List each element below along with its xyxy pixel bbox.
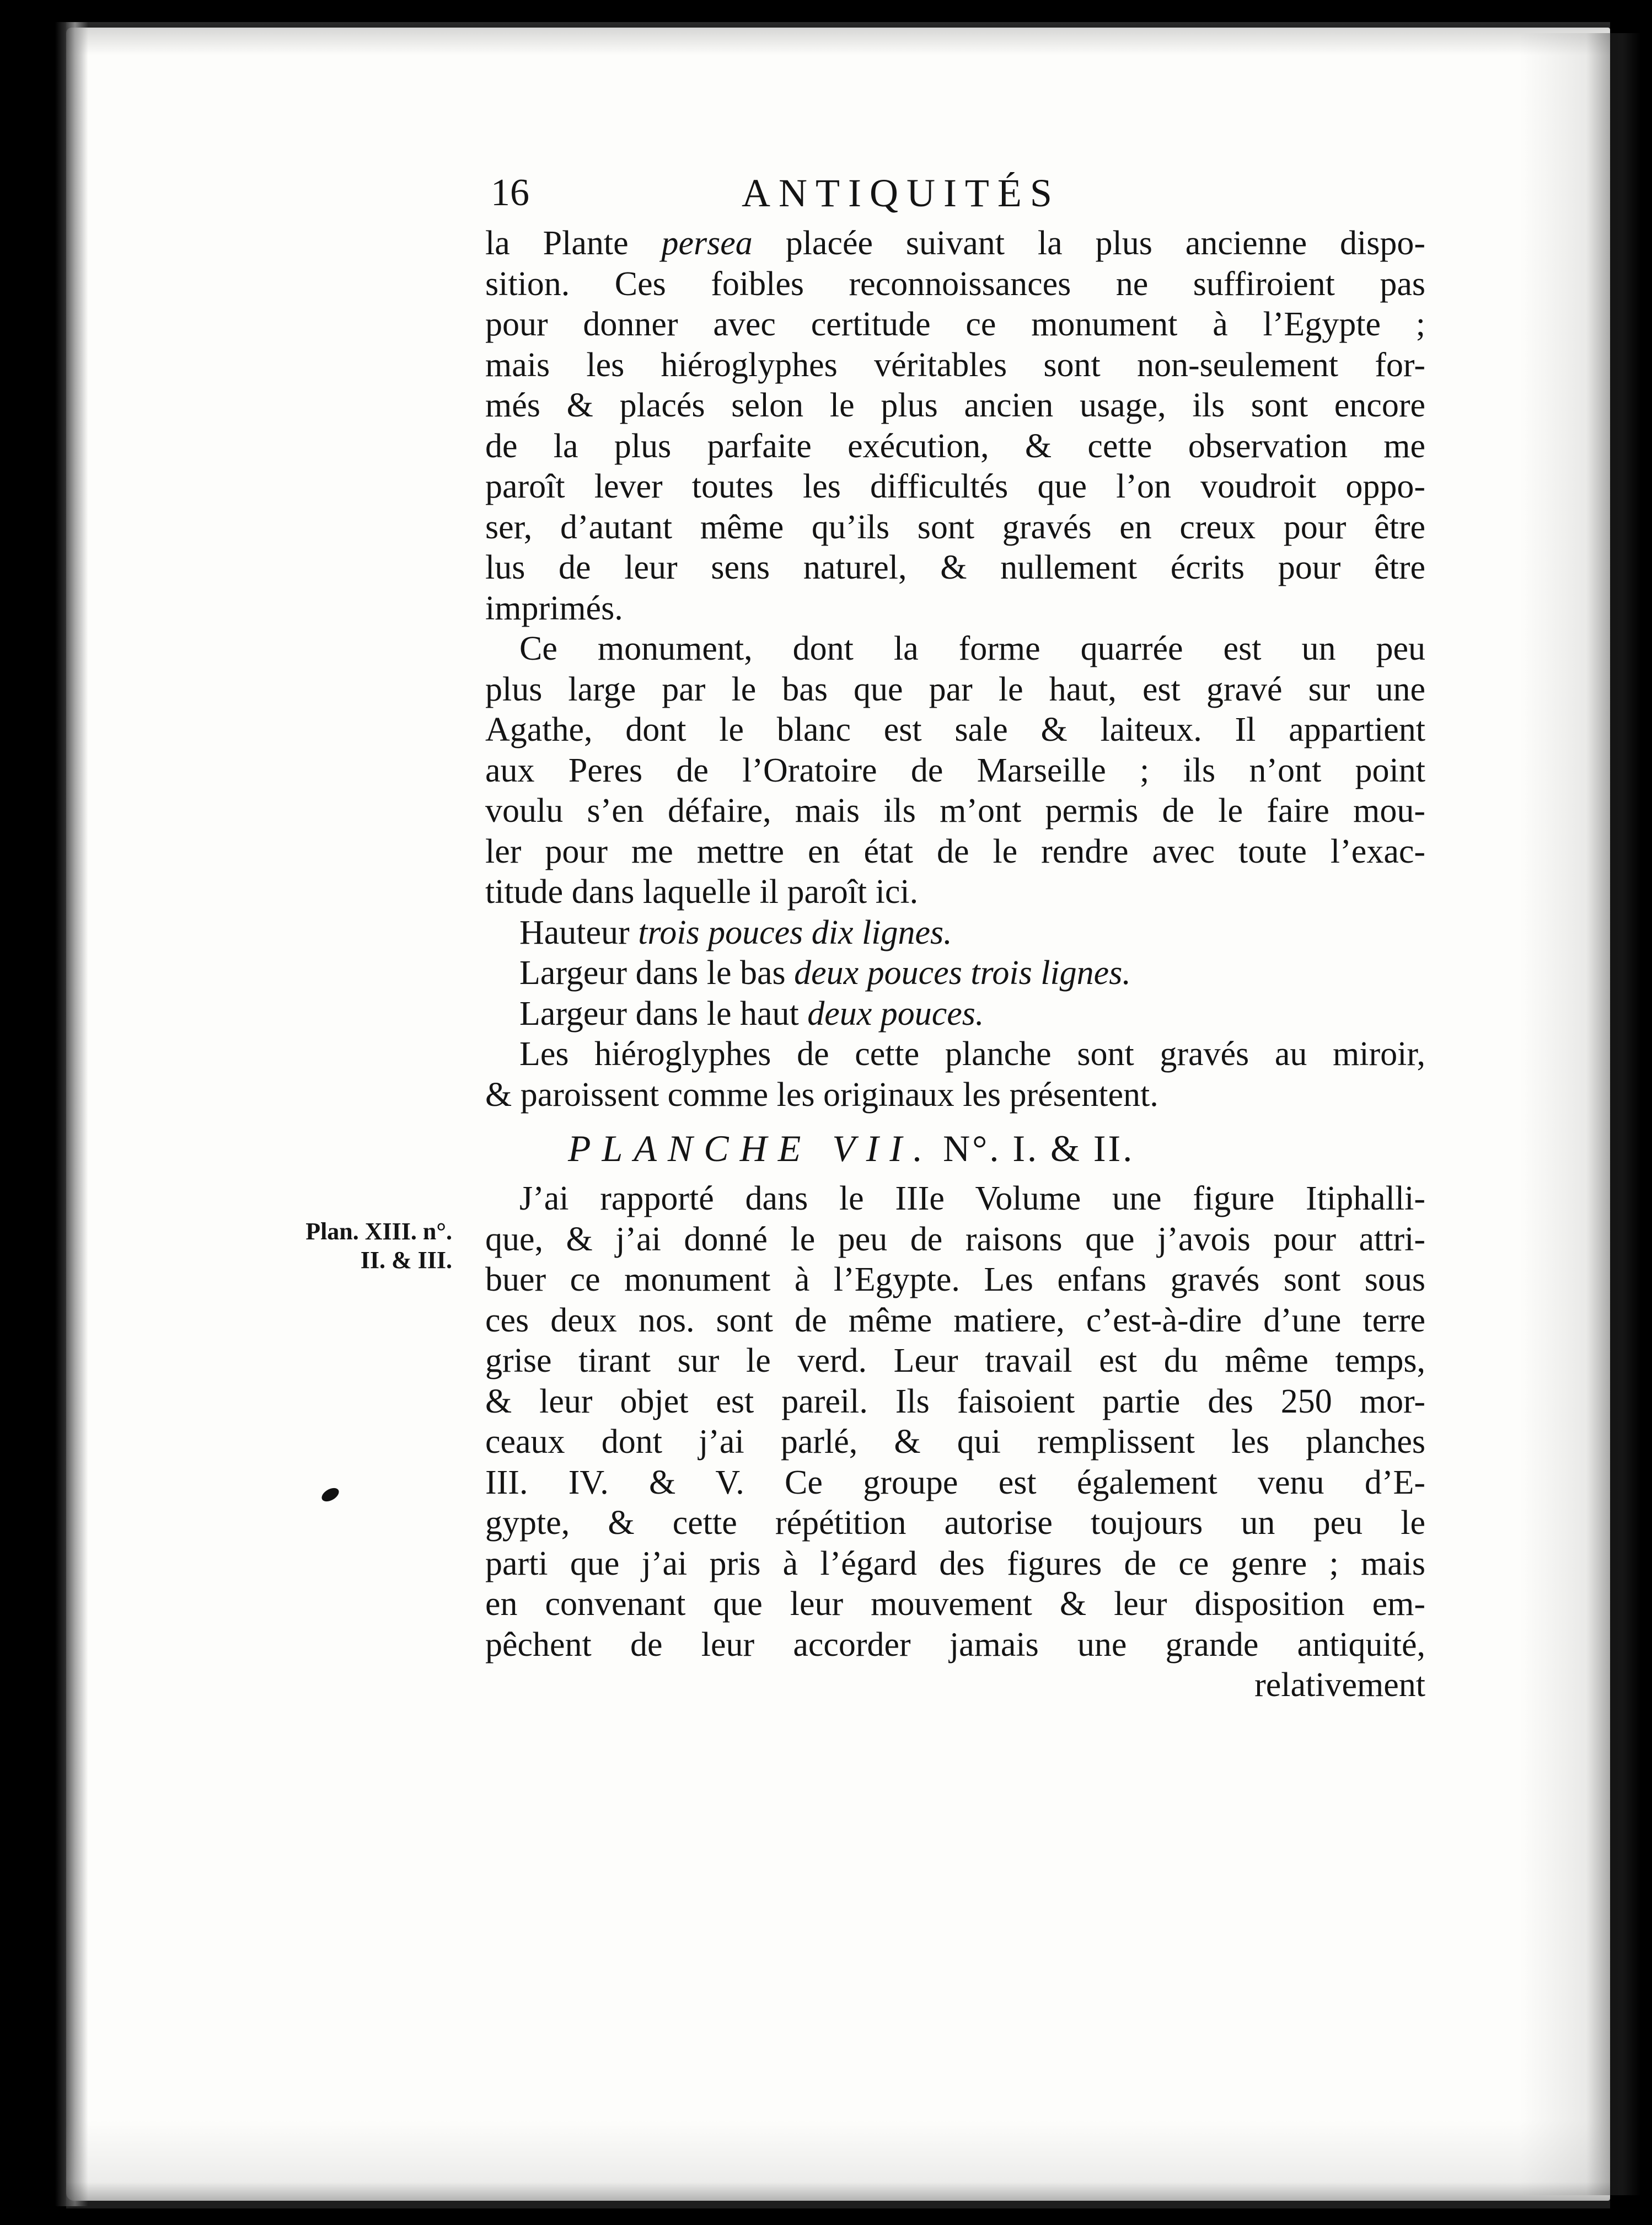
paragraph-1 xyxy=(485,223,1425,629)
plate-numbers: N°. I. & II. xyxy=(943,1127,1135,1169)
dimension-label: Hauteur xyxy=(519,913,630,951)
paragraph-line: ser, d’autant même qu’ils sont gravés en creux pour être xyxy=(485,508,1425,546)
paragraph-line xyxy=(485,223,1425,264)
paragraph-line: Agathe, dont le blanc est sale & laiteux. Il appartient xyxy=(485,711,1425,748)
paper-left-edge xyxy=(55,22,88,2206)
catchword: relativement xyxy=(1254,1666,1425,1704)
page-number: 16 xyxy=(491,172,529,214)
paragraph-line: sition. Ces foibles reconnoissances ne suffiroient pas xyxy=(485,265,1425,303)
dimension-value: deux pouces trois lignes. xyxy=(794,954,1131,992)
paragraph-2 xyxy=(485,629,1425,913)
paragraph-line: ces deux nos. sont de même matiere, c’est-à-dire d’une terre xyxy=(485,1301,1425,1339)
paragraph-line: pour donner avec certitude ce monument à l’Egypte ; xyxy=(485,306,1425,343)
paragraph-line: lus de leur sens naturel, & nullement écrits pour être xyxy=(485,549,1425,586)
paragraph-line: & leur objet est pareil. Ils faisoient partie des 250 mor- xyxy=(485,1382,1425,1420)
paper-bottom-shadow xyxy=(66,2120,1610,2208)
paragraph-line: grise tirant sur le verd. Leur travail est du même temps, xyxy=(485,1342,1425,1379)
plate-heading xyxy=(485,1118,1425,1179)
paragraph-line: voulu s’en défaire, mais ils m’ont permis de le faire mou- xyxy=(485,792,1425,830)
dimension-value: deux pouces. xyxy=(807,994,984,1033)
paragraph-line: més & placés selon le plus ancien usage, ils sont encore xyxy=(485,387,1425,424)
paragraph-line: titude dans laquelle il paroît ici. xyxy=(485,873,919,911)
paragraph-line: parti que j’ai pris à l’égard des figures de ce genre ; mais xyxy=(485,1544,1425,1582)
paragraph-line: ceaux dont j’ai parlé, & qui remplissent les planches xyxy=(485,1423,1425,1461)
paper-top-shadow xyxy=(66,22,1610,55)
paragraph-line: Ce monument, dont la forme quarrée est un peu xyxy=(519,630,1425,667)
paragraph-line: paroît lever toutes les difficultés que l’on voudroit oppo- xyxy=(485,468,1425,505)
paragraph-line: que, & j’ai donné le peu de raisons que j’avois pour attri- xyxy=(485,1220,1425,1258)
text-segment: placée suivant la plus ancienne dispo- xyxy=(752,224,1425,262)
italic-word: persea xyxy=(661,224,753,262)
paragraph-line: ler pour me mettre en état de le rendre avec toute l’exac- xyxy=(485,832,1425,870)
paragraph-line: imprimés. xyxy=(485,589,623,627)
dimension-line xyxy=(485,953,1425,994)
paragraph-line: mais les hiéroglyphes véritables sont non-seulement for- xyxy=(485,346,1425,384)
dimension-label: Largeur dans le bas xyxy=(519,954,786,992)
margin-note-line-1: Plan. XIII. n°. xyxy=(305,1218,452,1245)
text-segment: la Plante xyxy=(485,224,662,262)
paragraph-line: pêchent de leur accorder jamais une grande antiquité, xyxy=(485,1625,1425,1664)
paragraph-line: gypte, & cette répétition autorise toujours un peu le xyxy=(485,1504,1425,1542)
margin-note-line-2: II. & III. xyxy=(360,1247,452,1274)
paragraph-line: J’ai rapporté dans le IIIe Volume une figure Itiphalli- xyxy=(519,1180,1425,1217)
paragraph-line: buer ce monument à l’Egypte. Les enfans gravés sont sous xyxy=(485,1261,1425,1298)
paragraph-line: III. IV. & V. Ce groupe est également venu d’E- xyxy=(485,1463,1425,1501)
paragraph-line: & paroissent comme les originaux les présentent. xyxy=(485,1076,1158,1114)
paragraph-line: de la plus parfaite exécution, & cette observation me xyxy=(485,427,1425,465)
paragraph-line: en convenant que leur mouvement & leur disposition em- xyxy=(485,1585,1425,1623)
margin-note xyxy=(243,1217,452,1275)
paragraph-3 xyxy=(485,1179,1425,1706)
paragraph-line: plus large par le bas que par le haut, est gravé sur une xyxy=(485,670,1425,708)
dimension-label: Largeur dans le haut xyxy=(519,994,799,1033)
dimension-value: trois pouces dix lignes. xyxy=(638,913,952,951)
dimensions-list xyxy=(485,913,1425,1035)
running-title: ANTIQUITÉS xyxy=(742,171,1060,215)
dimension-line xyxy=(485,913,1425,954)
paragraph-line: Les hiéroglyphes de cette planche sont gravés au miroir, xyxy=(519,1035,1425,1073)
plate-title: PLANCHE VII. xyxy=(568,1127,934,1169)
text-column xyxy=(485,163,1425,1706)
paragraph-line: aux Peres de l’Oratoire de Marseille ; ils n’ont point xyxy=(485,751,1425,789)
paper-right-shadow xyxy=(1520,33,1641,2195)
running-head xyxy=(485,163,1425,223)
dimension-line xyxy=(485,994,1425,1035)
mirror-note xyxy=(485,1034,1425,1115)
